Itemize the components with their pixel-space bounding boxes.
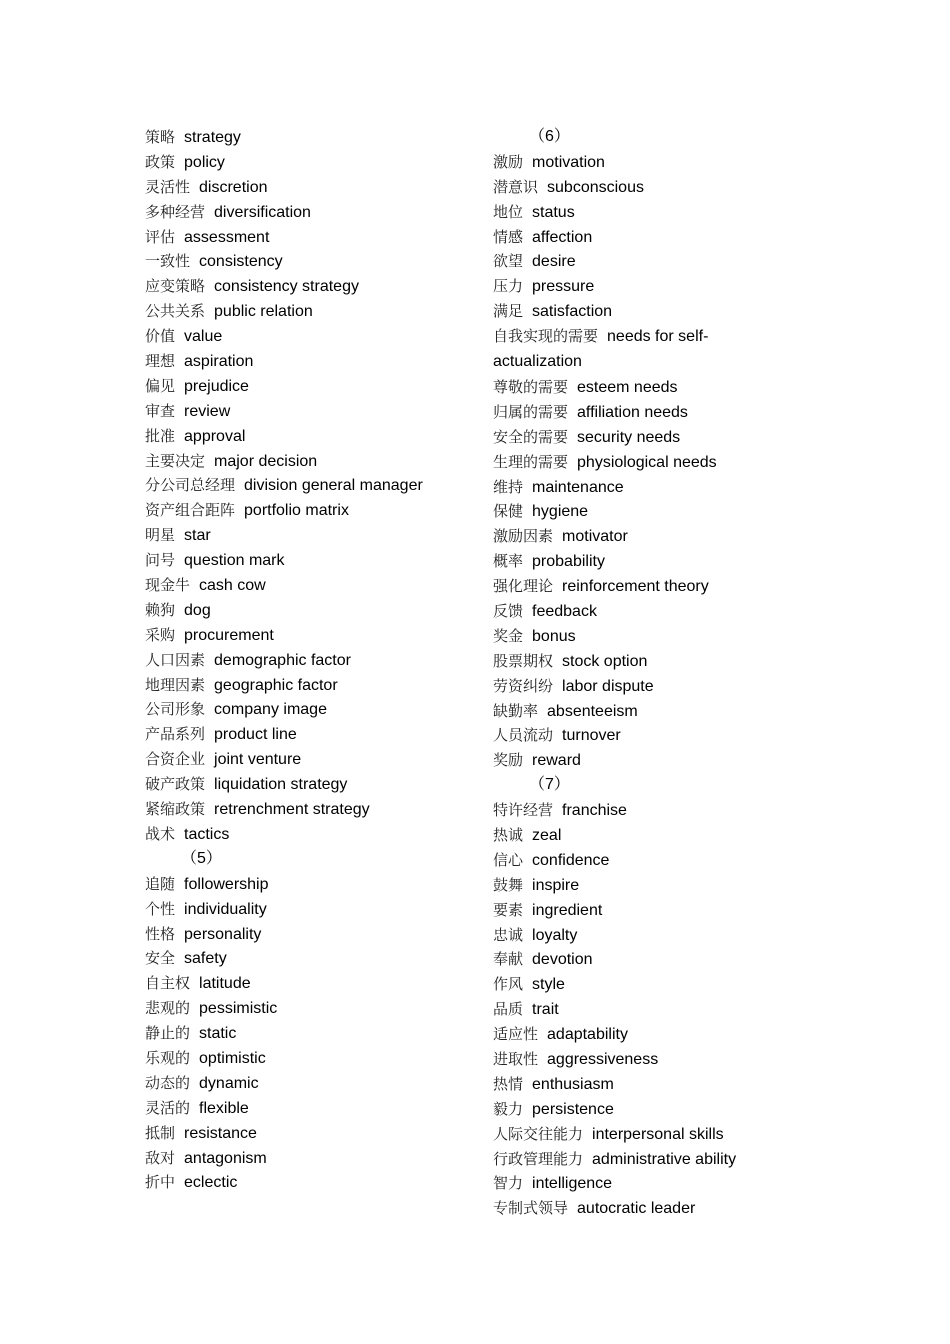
glossary-entry — [145, 523, 475, 548]
glossary-entry — [145, 1021, 475, 1046]
glossary-entry — [493, 175, 793, 200]
english-term: status — [532, 203, 575, 221]
english-term: labor dispute — [562, 677, 654, 695]
english-term: company image — [214, 701, 327, 719]
glossary-entry — [145, 971, 475, 996]
english-term: reward — [532, 752, 581, 770]
chinese-term: 赖狗 — [145, 600, 176, 619]
chinese-term: 奖金 — [493, 626, 524, 645]
chinese-term: 保健 — [493, 502, 524, 521]
english-term: esteem needs — [577, 378, 678, 396]
chinese-term: 动态的 — [145, 1073, 191, 1092]
english-term: satisfaction — [532, 303, 613, 321]
english-term: public relation — [214, 303, 313, 321]
english-term: reinforcement theory — [562, 578, 709, 596]
english-term: consistency — [199, 253, 283, 271]
chinese-term: 灵活的 — [145, 1098, 191, 1117]
glossary-entry — [493, 599, 793, 624]
english-term: devotion — [532, 951, 593, 969]
chinese-term: 自主权 — [145, 974, 191, 993]
chinese-term: 价值 — [145, 327, 176, 346]
english-term: diversification — [214, 203, 311, 221]
glossary-entry — [145, 1096, 475, 1121]
chinese-term: 压力 — [493, 277, 524, 296]
english-term: star — [184, 527, 211, 545]
english-term: physiological needs — [577, 453, 717, 471]
english-term: portfolio matrix — [244, 502, 349, 520]
chinese-term: 个性 — [145, 899, 176, 918]
chinese-term: 情感 — [493, 227, 524, 246]
chinese-term: 敌对 — [145, 1148, 176, 1167]
glossary-entry — [145, 922, 475, 947]
glossary-entry — [145, 249, 475, 274]
glossary-entry — [493, 923, 793, 948]
glossary-entry — [493, 723, 793, 748]
glossary-entry — [493, 1147, 793, 1172]
chinese-term: 股票期权 — [493, 651, 554, 670]
english-term: discretion — [199, 178, 268, 196]
english-term: feedback — [532, 602, 597, 620]
english-term: persistence — [532, 1100, 614, 1118]
chinese-term: 信心 — [493, 850, 524, 869]
chinese-term: 合资企业 — [145, 750, 206, 769]
english-term: major decision — [214, 452, 318, 470]
chinese-term: 公共关系 — [145, 302, 206, 321]
chinese-term: 行政管理能力 — [493, 1149, 584, 1168]
chinese-term: 奖励 — [493, 751, 524, 770]
english-term: aspiration — [184, 353, 254, 371]
chinese-term: 安全的需要 — [493, 427, 569, 446]
glossary-entry — [493, 649, 793, 674]
glossary-entry — [145, 349, 475, 374]
glossary-entry — [145, 946, 475, 971]
english-term: resistance — [184, 1124, 257, 1142]
glossary-entry — [493, 898, 793, 923]
glossary-entry — [145, 822, 475, 847]
chinese-term: 明星 — [145, 526, 176, 545]
chinese-term: 概率 — [493, 552, 524, 571]
chinese-term: 维持 — [493, 477, 524, 496]
glossary-entry — [145, 548, 475, 573]
chinese-term: 缺勤率 — [493, 701, 539, 720]
english-term: absenteeism — [547, 702, 638, 720]
chinese-term: 性格 — [145, 924, 176, 943]
glossary-entry — [493, 475, 793, 500]
glossary-entry — [493, 1122, 793, 1147]
chinese-term: 公司形象 — [145, 700, 206, 719]
glossary-entry — [145, 598, 475, 623]
english-term: administrative ability — [592, 1150, 737, 1168]
chinese-term: 特许经营 — [493, 801, 554, 820]
glossary-entry — [145, 772, 475, 797]
left-glossary-column — [145, 125, 475, 1195]
english-term: enthusiasm — [532, 1075, 614, 1093]
glossary-entry — [493, 947, 793, 972]
english-term: aggressiveness — [547, 1050, 659, 1068]
english-term: policy — [184, 153, 225, 171]
glossary-entry — [493, 873, 793, 898]
glossary-entry — [145, 374, 475, 399]
english-term: consistency strategy — [214, 278, 359, 296]
glossary-entry — [493, 997, 793, 1022]
glossary-entry — [493, 823, 793, 848]
glossary-entry — [493, 225, 793, 250]
english-term: bonus — [532, 627, 576, 645]
english-term: approval — [184, 427, 246, 445]
chinese-term: 地理因素 — [145, 675, 206, 694]
glossary-entry — [145, 1046, 475, 1071]
chinese-term: 人际交往能力 — [493, 1124, 584, 1143]
glossary-entry — [493, 249, 793, 274]
glossary-entry — [493, 848, 793, 873]
english-term: retrenchment strategy — [214, 801, 370, 819]
english-term: prejudice — [184, 377, 249, 395]
glossary-entry — [493, 375, 793, 400]
glossary-entry — [493, 972, 793, 997]
chinese-term: 尊敬的需要 — [493, 377, 569, 396]
english-term: geographic factor — [214, 676, 338, 694]
glossary-entry — [145, 424, 475, 449]
english-term: dog — [184, 601, 211, 619]
english-term: needs for self-actualization — [493, 328, 709, 371]
chinese-term: 热情 — [493, 1074, 524, 1093]
glossary-entry — [145, 1121, 475, 1146]
glossary-entry — [493, 748, 793, 773]
glossary-entry — [493, 425, 793, 450]
glossary-entry — [145, 573, 475, 598]
glossary-entry — [145, 299, 475, 324]
chinese-term: 人员流动 — [493, 726, 554, 745]
glossary-entry — [145, 623, 475, 648]
chinese-term: 品质 — [493, 1000, 524, 1019]
chinese-term: 满足 — [493, 302, 524, 321]
chinese-term: 悲观的 — [145, 999, 191, 1018]
glossary-entry — [145, 324, 475, 349]
chinese-term: 潜意识 — [493, 177, 539, 196]
chinese-term: 激励 — [493, 152, 524, 171]
english-term: review — [184, 402, 231, 420]
glossary-entry — [493, 1072, 793, 1097]
english-term: tactics — [184, 825, 230, 843]
english-term: maintenance — [532, 478, 624, 496]
english-term: security needs — [577, 428, 681, 446]
chinese-term: 乐观的 — [145, 1048, 191, 1067]
english-term: motivator — [562, 528, 628, 546]
english-term: ingredient — [532, 901, 603, 919]
english-term: strategy — [184, 129, 241, 146]
english-term: desire — [532, 253, 576, 271]
glossary-entry — [145, 872, 475, 897]
glossary-entry — [145, 1170, 475, 1195]
glossary-entry — [493, 1196, 793, 1221]
glossary-entry — [493, 274, 793, 299]
english-term: demographic factor — [214, 651, 351, 669]
glossary-entry — [145, 996, 475, 1021]
english-term: optimistic — [199, 1049, 266, 1067]
glossary-entry — [145, 673, 475, 698]
chinese-term: 智力 — [493, 1174, 524, 1193]
glossary-entry — [145, 473, 475, 498]
english-term: dynamic — [199, 1074, 259, 1092]
english-term: value — [184, 328, 223, 346]
english-term: pressure — [532, 278, 595, 296]
english-term: antagonism — [184, 1149, 267, 1167]
english-term: personality — [184, 925, 262, 943]
glossary-entry — [493, 1171, 793, 1196]
chinese-term: 毅力 — [493, 1099, 524, 1118]
chinese-term: 激励因素 — [493, 527, 554, 546]
chinese-term: 自我实现的需要 — [493, 327, 599, 346]
english-term: liquidation strategy — [214, 776, 348, 794]
glossary-entry — [145, 697, 475, 722]
glossary-entry — [145, 399, 475, 424]
glossary-entry — [145, 150, 475, 175]
glossary-entry — [145, 225, 475, 250]
chinese-term: 追随 — [145, 874, 176, 893]
chinese-term: 问号 — [145, 551, 176, 570]
glossary-entry — [493, 499, 793, 524]
chinese-term: 忠诚 — [493, 925, 524, 944]
english-term: motivation — [532, 153, 605, 171]
glossary-entry — [145, 797, 475, 822]
chinese-term: 破产政策 — [145, 775, 206, 794]
glossary-entry — [493, 549, 793, 574]
chinese-term: 批准 — [145, 426, 176, 445]
chinese-term: 理想 — [145, 352, 176, 371]
english-term: assessment — [184, 228, 270, 246]
chinese-term: 要素 — [493, 900, 524, 919]
chinese-term: 分公司总经理 — [145, 476, 236, 495]
english-term: style — [532, 976, 565, 994]
chinese-term: 适应性 — [493, 1025, 539, 1044]
glossary-entry — [145, 897, 475, 922]
glossary-entry — [145, 449, 475, 474]
chinese-term: 应变策略 — [145, 277, 206, 296]
english-term: franchise — [562, 802, 627, 820]
chinese-term: 一致性 — [145, 252, 191, 271]
english-term: safety — [184, 950, 227, 968]
chinese-term: 灵活性 — [145, 177, 191, 196]
chinese-term: 战术 — [145, 824, 176, 843]
chinese-term: 审查 — [145, 401, 176, 420]
chinese-term: 欲望 — [493, 252, 524, 271]
chinese-term: 强化理论 — [493, 577, 554, 596]
english-term: question mark — [184, 552, 285, 570]
english-term: eclectic — [184, 1174, 238, 1192]
glossary-entry — [493, 400, 793, 425]
chinese-term: 政策 — [145, 152, 176, 171]
english-term: loyalty — [532, 926, 578, 944]
glossary-entry — [493, 574, 793, 599]
glossary-entry — [145, 200, 475, 225]
chinese-term: 资产组合距阵 — [145, 501, 236, 520]
english-term: probability — [532, 553, 605, 571]
glossary-entry — [145, 747, 475, 772]
english-term: followership — [184, 875, 269, 893]
chinese-term: 抵制 — [145, 1123, 176, 1142]
english-term: zeal — [532, 826, 562, 844]
glossary-entry — [493, 699, 793, 724]
chinese-term: 人口因素 — [145, 650, 206, 669]
glossary-entry — [145, 1146, 475, 1171]
english-term: procurement — [184, 626, 274, 644]
section-number: （5） — [181, 849, 222, 867]
english-term: turnover — [562, 727, 621, 745]
glossary-entry — [493, 299, 793, 324]
chinese-term: 评估 — [145, 227, 176, 246]
glossary-entry — [493, 798, 793, 823]
chinese-term: 折中 — [145, 1173, 176, 1192]
english-term: hygiene — [532, 503, 589, 521]
section-number: （6） — [529, 128, 570, 145]
chinese-term: 偏见 — [145, 376, 176, 395]
section-number: （7） — [529, 776, 570, 794]
english-term: inspire — [532, 876, 580, 894]
english-term: static — [199, 1025, 237, 1043]
english-term: subconscious — [547, 178, 644, 196]
glossary-entry — [493, 524, 793, 549]
chinese-term: 鼓舞 — [493, 875, 524, 894]
english-term: adaptability — [547, 1026, 628, 1044]
english-term: interpersonal skills — [592, 1125, 724, 1143]
english-term: affection — [532, 228, 593, 246]
english-term: flexible — [199, 1099, 249, 1117]
chinese-term: 反馈 — [493, 601, 524, 620]
chinese-term: 采购 — [145, 625, 176, 644]
glossary-entry — [493, 450, 793, 475]
chinese-term: 热诚 — [493, 825, 524, 844]
glossary-entry — [145, 175, 475, 200]
chinese-term: 专制式领导 — [493, 1199, 569, 1218]
glossary-entry — [493, 1047, 793, 1072]
english-term: trait — [532, 1001, 559, 1019]
glossary-entry — [145, 498, 475, 523]
glossary-entry — [493, 200, 793, 225]
chinese-term: 地位 — [493, 202, 524, 221]
glossary-entry — [145, 125, 475, 150]
glossary-entry — [493, 1022, 793, 1047]
glossary-entry — [493, 624, 793, 649]
chinese-term: 主要决定 — [145, 451, 206, 470]
right-glossary-column — [493, 125, 793, 1221]
chinese-term: 紧缩政策 — [145, 800, 206, 819]
english-term: joint venture — [214, 751, 302, 769]
english-term: latitude — [199, 975, 251, 993]
chinese-term: 奉献 — [493, 950, 524, 969]
chinese-term: 多种经营 — [145, 202, 206, 221]
chinese-term: 产品系列 — [145, 725, 206, 744]
english-term: autocratic leader — [577, 1200, 696, 1218]
english-term: intelligence — [532, 1175, 613, 1193]
english-term: division general manager — [244, 477, 423, 495]
glossary-entry — [493, 150, 793, 175]
chinese-term: 劳资纠纷 — [493, 676, 554, 695]
english-term: product line — [214, 726, 297, 744]
glossary-entry — [145, 648, 475, 673]
english-term: stock option — [562, 652, 648, 670]
english-term: affiliation needs — [577, 403, 688, 421]
chinese-term: 作风 — [493, 975, 524, 994]
chinese-term: 静止的 — [145, 1024, 191, 1043]
english-term: cash cow — [199, 577, 266, 595]
chinese-term: 进取性 — [493, 1049, 539, 1068]
english-term: individuality — [184, 900, 267, 918]
glossary-entry — [493, 674, 793, 699]
glossary-entry — [493, 1097, 793, 1122]
glossary-entry — [145, 722, 475, 747]
chinese-term: 策略 — [145, 128, 176, 146]
english-term: pessimistic — [199, 1000, 278, 1018]
english-term: confidence — [532, 851, 610, 869]
chinese-term: 安全 — [145, 949, 176, 968]
glossary-entry — [493, 324, 793, 375]
chinese-term: 生理的需要 — [493, 452, 569, 471]
glossary-entry — [145, 274, 475, 299]
chinese-term: 归属的需要 — [493, 402, 569, 421]
chinese-term: 现金牛 — [145, 576, 191, 595]
glossary-entry — [145, 1071, 475, 1096]
